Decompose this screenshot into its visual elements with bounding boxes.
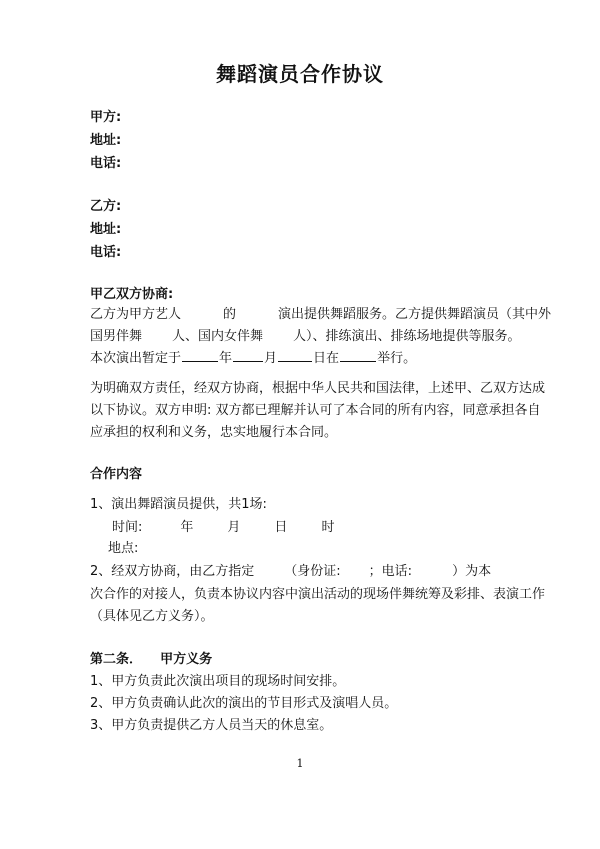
year-label: 年 [180,520,194,535]
cooperation-item-1: 1、演出舞蹈演员提供，共1场: [90,497,267,512]
article-2-heading: 第二条． 甲方义务 [90,652,213,667]
article-2-item: 3、甲方负责提供乙方人员当天的休息室。 [90,718,333,733]
document-title: 舞蹈演员合作协议 [216,62,384,86]
item2-text: ；电话: [368,564,413,579]
negotiation-line-2 [90,328,521,346]
blank-underline [340,349,376,362]
negotiation-text: 人）、排练演出、排练场地提供等服务。 [293,329,521,344]
blank-underline [182,349,218,362]
clarify-line-1: 为明确双方责任，经双方协商，根据中华人民共和国法律，上述甲、乙双方达成 [90,381,546,396]
negotiation-line-3 [90,349,416,368]
party-a-label: 甲方: [90,110,122,125]
cooperation-heading: 合作内容 [90,467,143,482]
cooperation-item-2-line-2: 次合作的对接人，负责本协议内容中演出活动的现场伴舞统筹及彩排、表演工作 [90,587,546,602]
day-label: 日 [274,520,288,535]
place-label: 地点: [108,541,139,556]
article-2-item: 2、甲方负责确认此次的演出的节目形式及演唱人员。 [90,696,398,711]
negotiation-text: 人、国内女伴舞 [172,329,264,344]
negotiation-text: 的 [223,307,237,322]
month-label: 月 [227,520,241,535]
negotiation-text: 演出提供舞蹈服务。乙方提供舞蹈演员（其中外 [278,307,552,322]
party-b-address-label: 地址: [90,222,122,237]
negotiation-text: 国男伴舞 [90,329,143,344]
party-b-phone-label: 电话: [90,245,122,260]
blank-underline [278,349,312,362]
hour-label: 时 [321,520,335,535]
negotiation-text: 乙方为甲方艺人 [90,307,182,322]
negotiation-text: 举行。 [377,351,417,366]
page-number: 1 [296,757,304,770]
negotiation-line-1 [90,306,551,324]
negotiation-text: 本次演出暂定于 [90,351,182,366]
item2-text: 2、经双方协商，由乙方指定 [90,564,255,579]
clarify-line-2: 以下协议。双方申明: 双方都已理解并认可了本合同的所有内容，同意承担各自 [90,403,541,418]
cooperation-item-2 [90,563,491,581]
blank-underline [233,349,263,362]
party-a-address-label: 地址: [90,133,122,148]
item2-text: （身份证: [284,564,341,579]
clarify-line-3: 应承担的权利和义务，忠实地履行本合同。 [90,425,338,440]
party-b-label: 乙方: [90,199,122,214]
negotiation-text: 月 [264,351,278,366]
party-a-phone-label: 电话: [90,156,122,171]
negotiation-text: 日在 [313,351,340,366]
cooperation-item-2-line-3: （具体见乙方义务）。 [90,609,214,624]
item2-text: ）为本 [452,564,492,579]
negotiation-text: 年 [219,351,233,366]
article-2-item: 1、甲方负责此次演出项目的现场时间安排。 [90,674,346,689]
negotiation-heading: 甲乙双方协商: [90,287,174,302]
time-label: 时间: [112,520,143,535]
cooperation-time-line [112,519,334,537]
